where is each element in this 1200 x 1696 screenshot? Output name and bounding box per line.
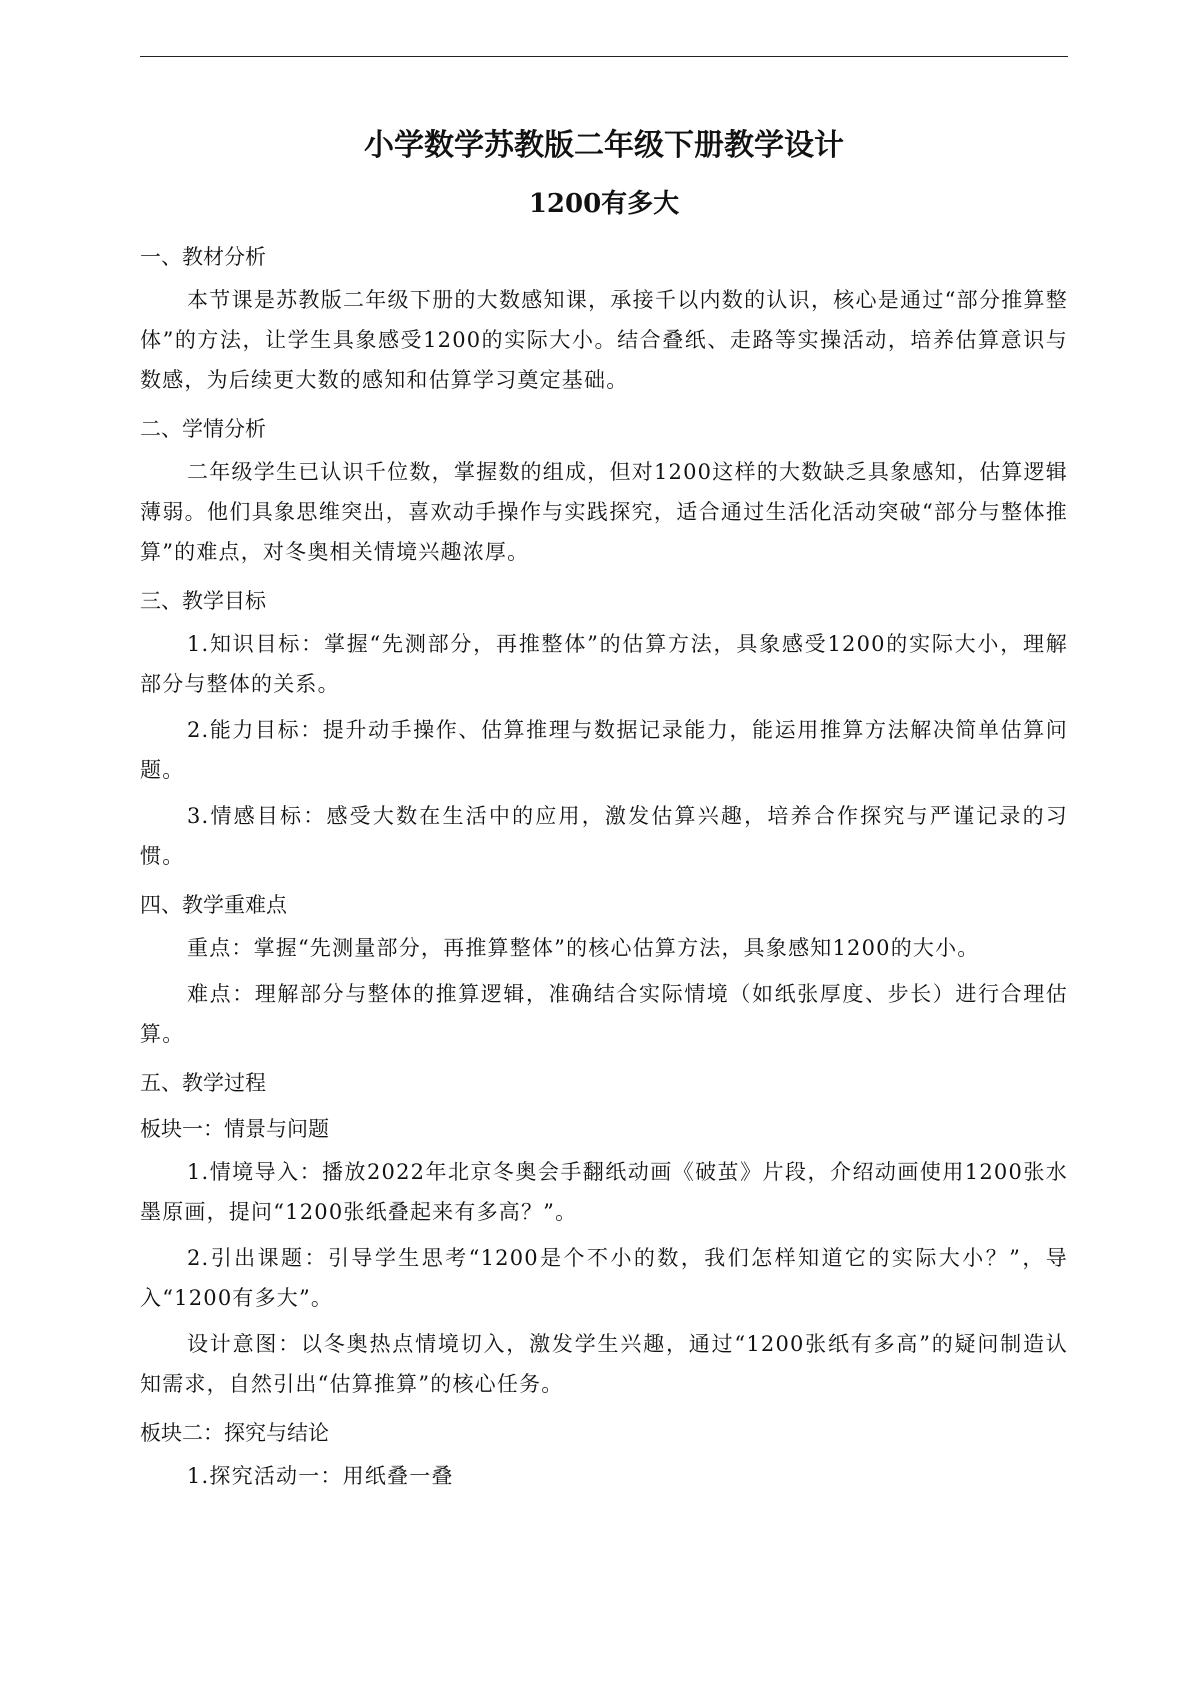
section-heading: 板块二：探究与结论: [140, 1421, 329, 1445]
paragraph: 1.情境导入：播放2022年北京冬奥会手翻纸动画《破茧》片段，介绍动画使用1200张水墨原画，提问“1200张纸叠起来有多高？”。: [140, 1160, 1068, 1224]
section-heading: 四、教学重难点: [140, 893, 287, 917]
paragraph: 1.探究活动一：用纸叠一叠: [187, 1464, 454, 1488]
section-heading: 一、教材分析: [140, 245, 266, 269]
paragraph: 1.知识目标：掌握“先测部分，再推整体”的估算方法，具象感受1200的实际大小，理解部分与整体的关系。: [140, 632, 1068, 696]
paragraph: 3.情感目标：感受大数在生活中的应用，激发估算兴趣，培养合作探究与严谨记录的习惯。: [140, 804, 1068, 868]
paragraph: 重点：掌握“先测量部分，再推算整体”的核心估算方法，具象感知1200的大小。: [187, 936, 980, 960]
header-rule: [140, 56, 1068, 57]
document-body: [140, 120, 1068, 1502]
paragraph: 二年级学生已认识千位数，掌握数的组成，但对1200这样的大数缺乏具象感知，估算逻辑薄弱。他们具象思维突出，喜欢动手操作与实践探究，适合通过生活化活动突破“部分与整体推算”的难点，对冬奥相关情境兴趣浓厚。: [140, 460, 1068, 564]
document-subtitle: 1200有多大: [528, 189, 680, 219]
document-title: 小学数学苏教版二年级下册教学设计: [364, 128, 844, 163]
paragraph: 2.引出课题：引导学生思考“1200是个不小的数，我们怎样知道它的实际大小？”，导入“1200有多大”。: [140, 1246, 1068, 1310]
section-heading: 五、教学过程: [140, 1071, 266, 1095]
paragraph: 本节课是苏教版二年级下册的大数感知课，承接千以内数的认识，核心是通过“部分推算整体”的方法，让学生具象感受1200的实际大小。结合叠纸、走路等实操活动，培养估算意识与数感，为后续更大数的感知和估算学习奠定基础。: [140, 288, 1068, 392]
document-sections: [140, 234, 1068, 1496]
section-heading: 板块一：情景与问题: [140, 1117, 329, 1141]
paragraph: 设计意图：以冬奥热点情境切入，激发学生兴趣，通过“1200张纸有多高”的疑问制造认知需求，自然引出“估算推算”的核心任务。: [140, 1332, 1068, 1396]
section-heading: 二、学情分析: [140, 417, 266, 441]
paragraph: 难点：理解部分与整体的推算逻辑，准确结合实际情境（如纸张厚度、步长）进行合理估算。: [140, 982, 1068, 1046]
section-heading: 三、教学目标: [140, 589, 266, 613]
paragraph: 2.能力目标：提升动手操作、估算推理与数据记录能力，能运用推算方法解决简单估算问题。: [140, 718, 1068, 782]
